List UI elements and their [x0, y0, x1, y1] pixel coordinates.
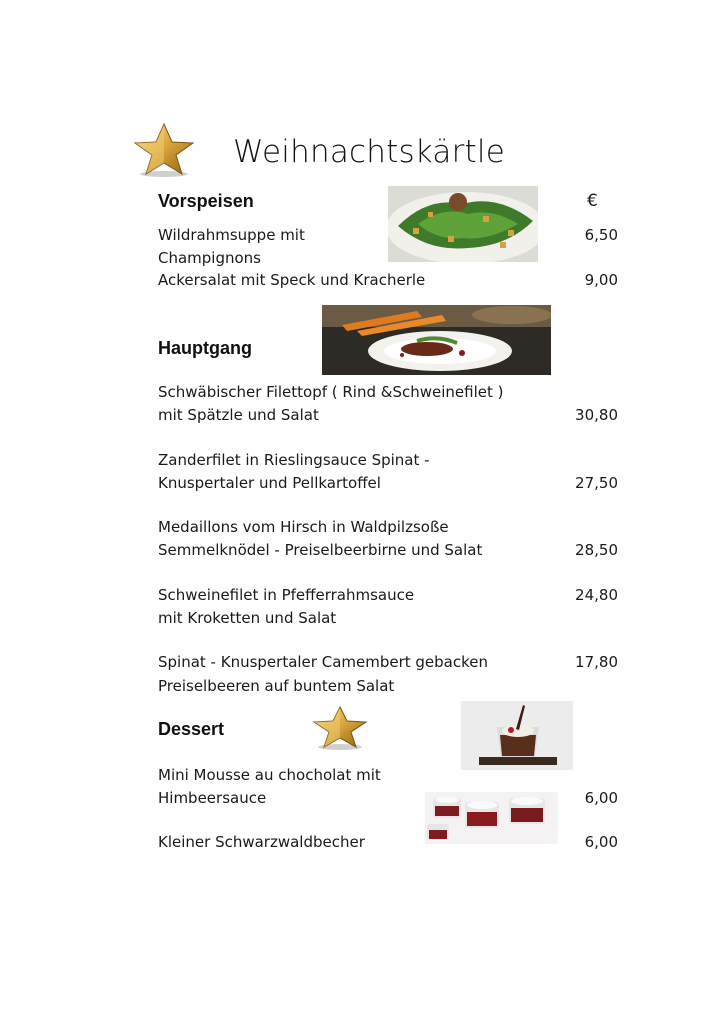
- menu-item-dessert-2-price: 6,00: [584, 833, 618, 851]
- menu-item-starter-2-price: 9,00: [584, 271, 618, 289]
- black-forest-cups-photo: [425, 792, 558, 844]
- menu-item-main-2-line2: Knuspertaler und Pellkartoffel: [158, 474, 381, 492]
- title-star-icon: [130, 122, 198, 180]
- menu-item-main-5-line1: Spinat - Knuspertaler Camembert gebacken: [158, 653, 489, 671]
- menu-item-starter-1-price: 6,50: [584, 226, 618, 244]
- mousse-photo: [461, 701, 573, 770]
- section-heading-mains: Hauptgang: [158, 338, 252, 358]
- menu-item-starter-1-line2: Champignons: [158, 249, 262, 267]
- menu-item-main-1-price: 30,80: [575, 406, 618, 424]
- menu-item-starter-1-line1: Wildrahmsuppe mit: [158, 226, 305, 244]
- menu-item-main-2-price: 27,50: [575, 474, 618, 492]
- menu-item-main-3-price: 28,50: [575, 541, 618, 559]
- section-heading-starters: Vorspeisen: [158, 191, 254, 211]
- menu-item-dessert-2: Kleiner Schwarzwaldbecher: [158, 833, 365, 851]
- menu-item-main-4-line2: mit Kroketten und Salat: [158, 609, 337, 627]
- page-title: Weihnachtskärtle: [233, 134, 505, 170]
- menu-item-dessert-1-price: 6,00: [584, 789, 618, 807]
- menu-item-dessert-1-line2: Himbeersauce: [158, 789, 267, 807]
- menu-item-dessert-1-line1: Mini Mousse au chocholat mit: [158, 766, 381, 784]
- menu-item-main-2-line1: Zanderfilet in Rieslingsauce Spinat -: [158, 451, 430, 469]
- main-course-photo: [322, 305, 551, 375]
- menu-item-starter-2: Ackersalat mit Speck und Kracherle: [158, 271, 426, 289]
- menu-item-main-5-line2: Preiselbeeren auf buntem Salat: [158, 677, 395, 695]
- menu-item-main-3-line1: Medaillons vom Hirsch in Waldpilzsoße: [158, 518, 449, 536]
- section-heading-desserts: Dessert: [158, 719, 225, 739]
- menu-item-main-4-price: 24,80: [575, 586, 618, 604]
- menu-item-main-1-line2: mit Spätzle und Salat: [158, 406, 319, 424]
- menu-item-main-3-line2: Semmelknödel - Preiselbeerbirne und Salat: [158, 541, 483, 559]
- menu-item-main-4-line1: Schweinefilet in Pfefferrahmsauce: [158, 586, 415, 604]
- menu-item-main-1-line1: Schwäbischer Filettopf ( Rind &Schweinefilet ): [158, 383, 504, 401]
- menu-item-main-5-price: 17,80: [575, 653, 618, 671]
- dessert-star-icon: [306, 705, 374, 751]
- salad-photo: [388, 186, 538, 262]
- currency-symbol: €: [587, 191, 598, 211]
